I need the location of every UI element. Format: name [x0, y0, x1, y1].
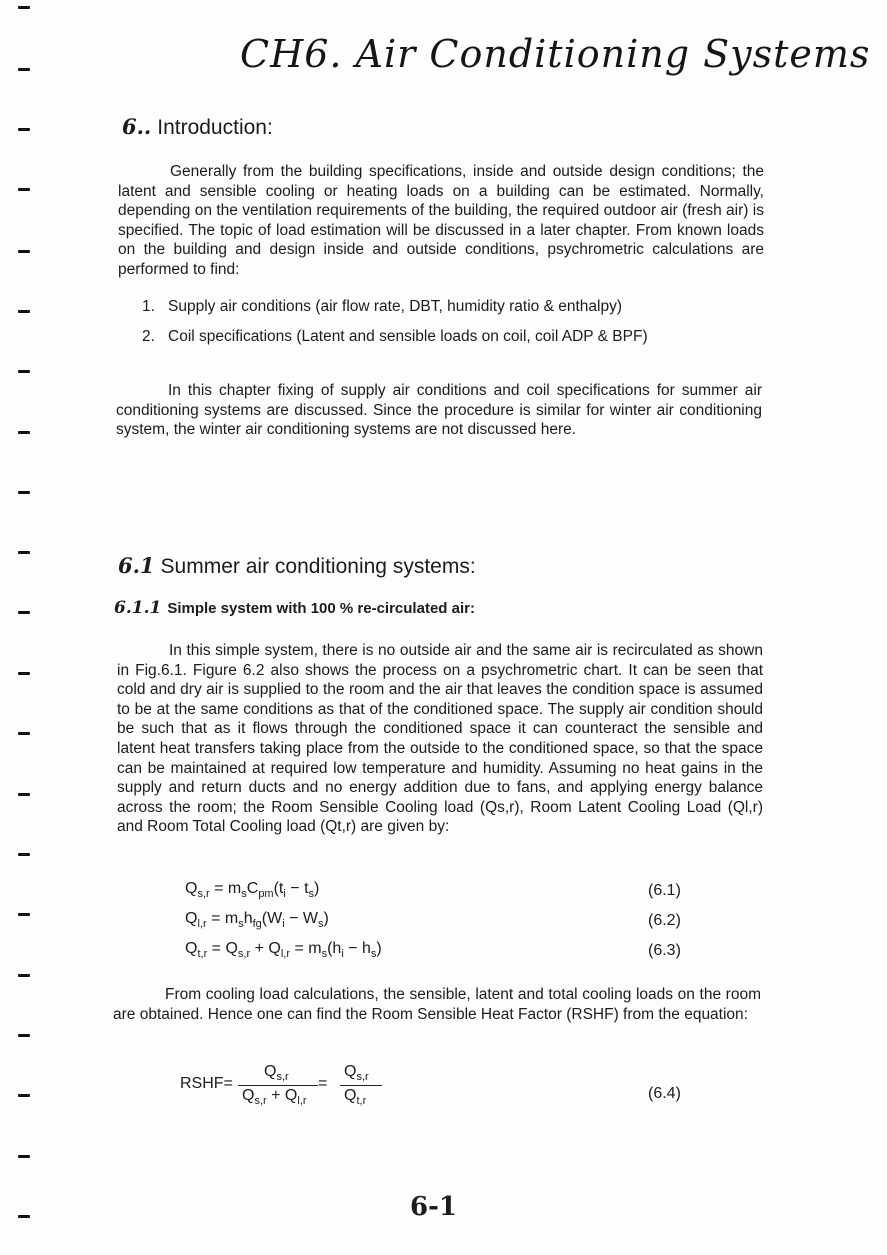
subsection-heading-number: 6.1.1 — [114, 598, 162, 618]
equation-6-3: $Q_{t,r} = Q_{s,r} + Q_{l,r} = m_s(h_i - h_s)$ — [185, 940, 382, 961]
section-heading — [118, 553, 476, 579]
section-heading-number: 6.1 — [118, 553, 155, 578]
equation-number: (6.1) — [648, 882, 681, 899]
equation-6-4: RSHF= $Q_{s,r}$ $Q_{s,r} + Q_{l,r}$ = $Q_{s,r}$ $Q_{t,r}$ — [180, 1075, 400, 1125]
rshf-label: RSHF= — [180, 1075, 233, 1092]
intro-paragraph-2: In this chapter fixing of supply air conditions and coil specifications for summer air conditioning systems are discussed. Since the procedure is similar for winter air conditioning system, the winter air conditioning systems are not discussed here. — [116, 382, 762, 439]
subsection-heading — [114, 598, 475, 618]
section-heading-text: Summer air conditioning systems: — [160, 555, 476, 578]
list-item: 2. Coil specifications (Latent and sensible loads on coil, coil ADP & BPF) — [142, 328, 648, 345]
intro-heading — [122, 114, 273, 140]
equation-number: (6.4) — [648, 1085, 681, 1102]
equation-number: (6.3) — [648, 942, 681, 959]
intro-heading-text: Introduction: — [157, 116, 273, 139]
equation-6-2: $Q_{l,r} = m_sh_{fg}(W_i - W_s)$ — [185, 910, 329, 931]
page-number: 6-1 — [410, 1192, 457, 1222]
section-paragraph-1: In this simple system, there is no outside air and the same air is recirculated as shown in Fig.6.1. Figure 6.2 also shows the process on a psychrometric chart. It can be seen that cold and dry air is supplied to the room and the air that leaves the condition space is assumed to be at the same conditions as that of the conditioned space. The supply air condition should be such that as it flows through the conditioned space it can counteract the sensible and latent heat transfers taking place from the outside to the conditioned space, so that the space can be maintained at required low temperature and humidity. Assuming no heat gains in the supply and return ducts and no energy addition due to fans, and applying energy balance across the room; the Room Sensible Cooling load (Qs,r), Room Latent Cooling Load (Ql,r) and Room Total Cooling load (Qt,r) are given by: — [117, 642, 763, 836]
section-paragraph-2: From cooling load calculations, the sensible, latent and total cooling loads on the room are obtained. Hence one can find the Room Sensible Heat Factor (RSHF) from the equation: — [113, 986, 761, 1023]
chapter-title: CH6. Air Conditioning Systems — [240, 32, 871, 76]
equation-6-1: $Q_{s,r} = m_sC_{pm}(t_i - t_s)$ — [185, 880, 320, 901]
subsection-heading-text: Simple system with 100 % re-circulated air: — [167, 600, 475, 617]
equation-number: (6.2) — [648, 912, 681, 929]
intro-paragraph-1: Generally from the building specifications, inside and outside design conditions; the latent and sensible cooling or heating loads on a building can be estimated. Normally, depending on the ventilation requirements of the building, the required outdoor air (fresh air) is specified. The topic of load estimation will be discussed in a later chapter. From known loads on the building and design inside and outside conditions, psychrometric calculations are performed to find: — [118, 163, 764, 278]
intro-heading-number: 6.. — [122, 114, 152, 139]
list-item: 1. Supply air conditions (air flow rate, DBT, humidity ratio & enthalpy) — [142, 298, 623, 315]
